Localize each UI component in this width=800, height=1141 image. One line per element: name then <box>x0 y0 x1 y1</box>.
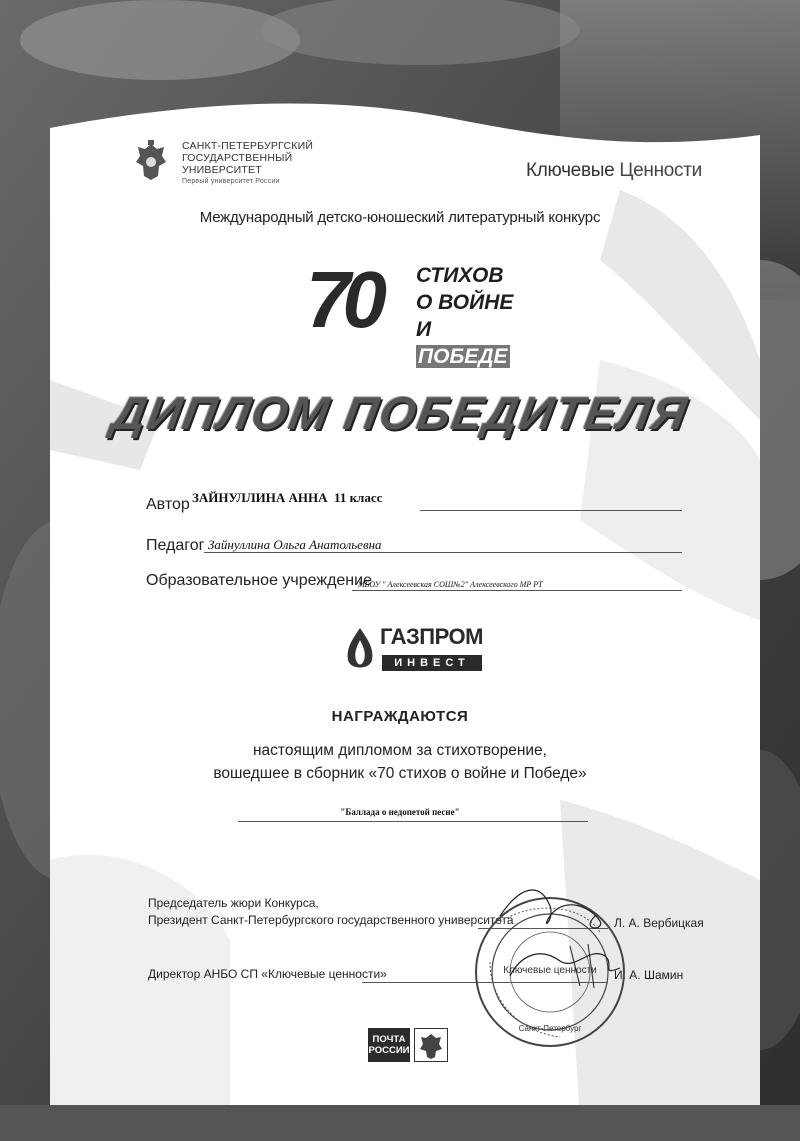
poem-title: "Баллада о недопетой песне" <box>340 807 460 817</box>
diploma-title: ДИПЛОМ ПОБЕДИТЕЛЯ <box>108 387 692 439</box>
post-emblem-icon <box>414 1028 448 1062</box>
teacher-underline <box>204 552 682 553</box>
teacher-label: Педагог <box>146 537 205 554</box>
stamp-city: Санкт-Петербург <box>518 1024 582 1033</box>
post-logo-line1: ПОЧТА <box>372 1034 406 1045</box>
university-line2: ГОСУДАРСТВЕННЫЙ <box>182 152 293 164</box>
sponsor-line2: ИНВЕСТ <box>382 655 482 671</box>
partner-logo <box>526 160 702 182</box>
author-underline <box>420 510 682 511</box>
gazprom-flame-icon <box>342 626 378 674</box>
contest-logo-line2: О ВОЙНЕ <box>416 291 514 314</box>
stamp-center-text: Ключевые ценности <box>503 965 597 976</box>
handwritten-signatures <box>480 876 640 996</box>
poem-underline <box>238 821 588 822</box>
award-text-2: вошедшее в сборник «70 стихов о войне и Победе» <box>213 765 587 782</box>
author-value: ЗАЙНУЛЛИНА АННА 11 класс <box>192 490 383 505</box>
chair-title <box>148 895 514 929</box>
university-name <box>182 140 313 188</box>
director-label: Директор АНБО СП «Ключевые ценности» <box>148 967 387 981</box>
director-name: И. А. Шамин <box>614 968 684 982</box>
sponsor-logo <box>342 622 487 678</box>
spbu-emblem-icon <box>134 140 168 182</box>
institution-value: МБОУ " Алексеевская СОШ№2" Алексеевского МР РТ <box>358 580 543 589</box>
chair-name: Л. А. Вербицкая <box>614 916 704 930</box>
post-logo <box>368 1028 410 1062</box>
contest-logo-line3a: И <box>416 318 432 341</box>
contest-logo-line3b: ПОБЕДЕ <box>418 345 508 368</box>
contest-logo-line1: СТИХОВ <box>416 264 504 287</box>
contest-logo-number: 70 <box>306 255 379 344</box>
institution-underline <box>352 590 682 591</box>
university-tagline: Первый университет России <box>182 178 280 185</box>
university-line1: САНКТ-ПЕТЕРБУРГСКИЙ <box>182 140 314 152</box>
award-text-1: настоящим дипломом за стихотворение, <box>253 742 547 759</box>
partner-logo-part1: Ключевые <box>526 160 615 181</box>
diploma-title-wrap <box>0 386 800 440</box>
contest-logo <box>306 255 516 368</box>
chair-line1: Председатель жюри Конкурса, <box>148 896 319 910</box>
sponsor-line1: ГАЗПРОМ <box>380 624 483 649</box>
contest-name: Международный детско-юношеский литературный конкурс <box>199 209 601 226</box>
university-line3: УНИВЕРСИТЕТ <box>182 164 262 176</box>
post-logo-line2: РОССИИ <box>368 1045 410 1056</box>
author-label: Автор <box>146 496 190 513</box>
chair-line2: Президент Санкт-Петербургского государственного университета <box>148 913 514 927</box>
teacher-value: Зайнуллина Ольга Анатольевна <box>208 537 382 552</box>
institution-label: Образовательное учреждение <box>146 572 372 589</box>
award-heading: НАГРАЖДАЮТСЯ <box>331 708 469 725</box>
partner-logo-part2: Ценности <box>619 160 702 181</box>
